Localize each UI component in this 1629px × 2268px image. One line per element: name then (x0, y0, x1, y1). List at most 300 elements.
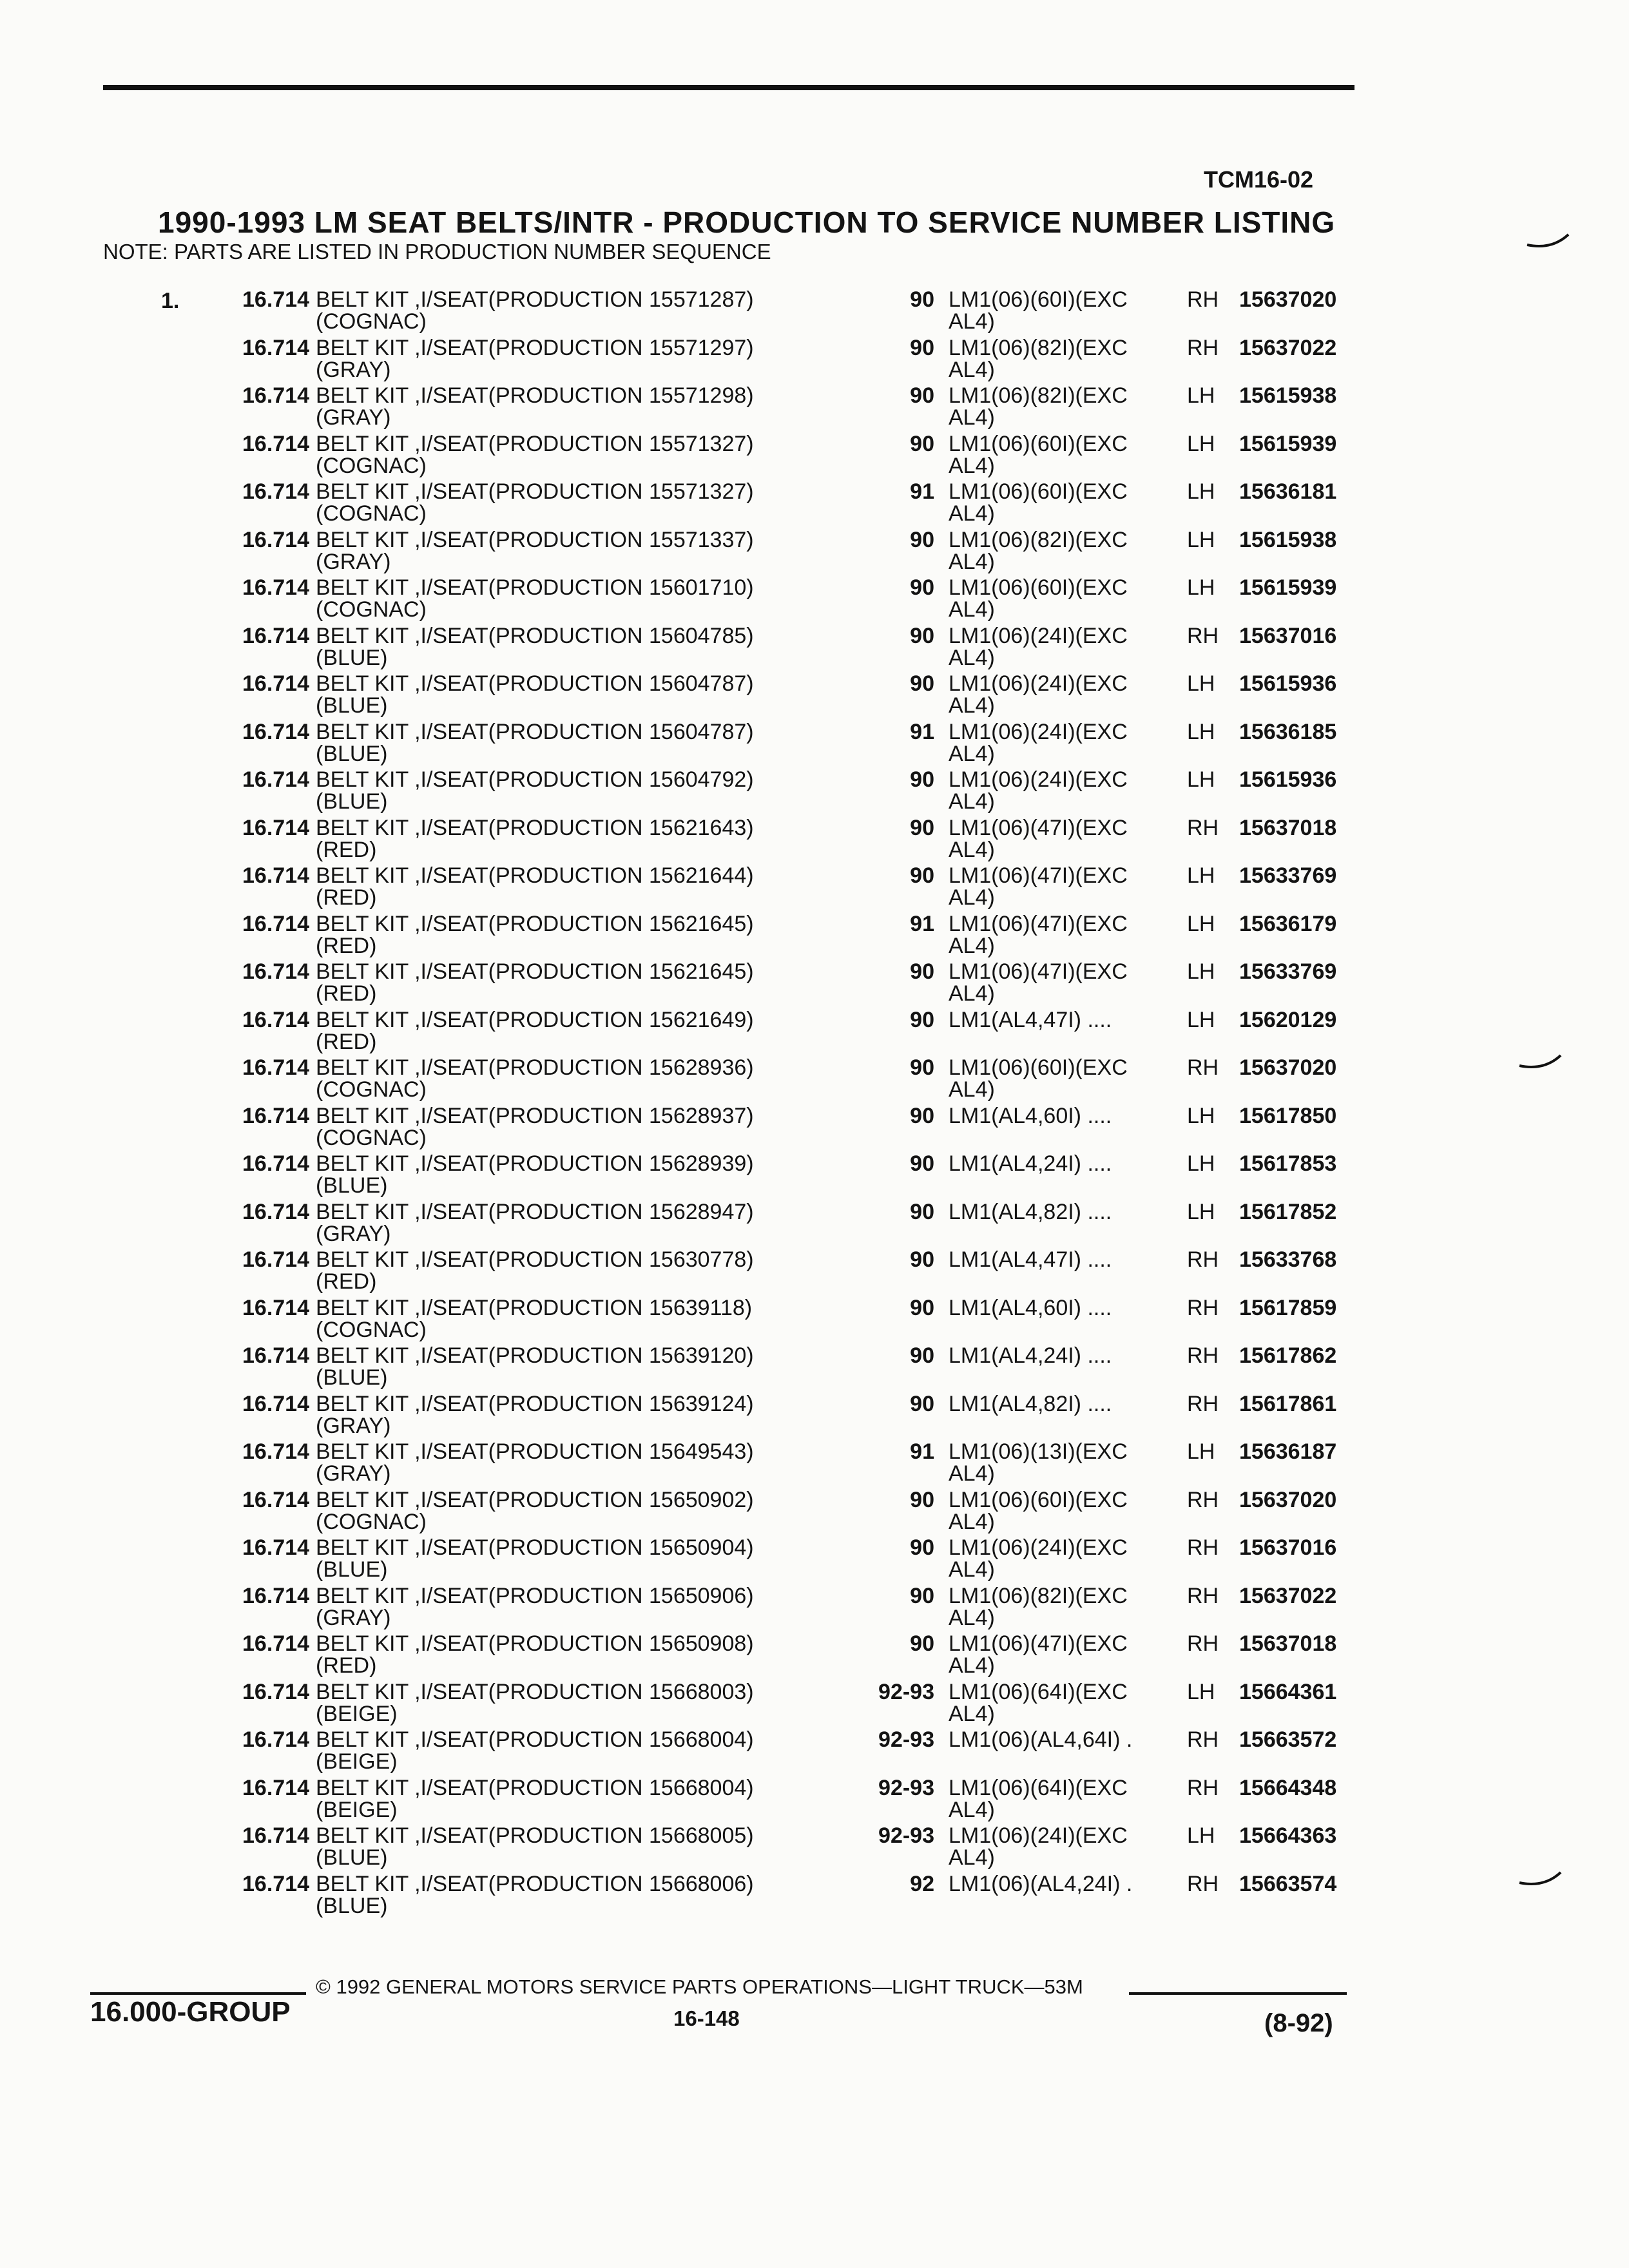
application-continued: AL4) (949, 309, 995, 334)
page-title: 1990-1993 LM SEAT BELTS/INTR - PRODUCTION TO SERVICE NUMBER LISTING (158, 206, 1336, 239)
side-code: LH (1187, 431, 1215, 456)
part-color: (RED) (316, 837, 377, 862)
part-color: (RED) (316, 933, 377, 958)
footer-date: (8-92) (1264, 2009, 1333, 2037)
model-year: 90 (910, 1343, 934, 1368)
service-number: 15663572 (1239, 1727, 1337, 1752)
model-year: 92-93 (878, 1823, 934, 1848)
section-number: 16.714 (242, 863, 309, 888)
part-description: BELT KIT ,I/SEAT(PRODUCTION 15650904) (316, 1535, 754, 1560)
part-color: (RED) (316, 981, 377, 1006)
service-number: 15636187 (1239, 1439, 1337, 1464)
part-description: BELT KIT ,I/SEAT(PRODUCTION 15630778) (316, 1247, 754, 1272)
list-item (0, 1584, 1629, 1632)
application: LM1(06)(82I)(EXC (949, 527, 1128, 552)
part-description: BELT KIT ,I/SEAT(PRODUCTION 15668006) (316, 1871, 754, 1896)
listing-note: NOTE: PARTS ARE LISTED IN PRODUCTION NUMBER SEQUENCE (103, 240, 771, 264)
list-item (0, 1488, 1629, 1536)
application: LM1(AL4,24I) .... (949, 1343, 1112, 1368)
side-code: LH (1187, 719, 1215, 744)
section-number: 16.714 (242, 1343, 309, 1368)
application-continued: AL4) (949, 1701, 995, 1726)
section-number: 16.714 (242, 1439, 309, 1464)
application-continued: AL4) (949, 1461, 995, 1486)
application-continued: AL4) (949, 597, 995, 622)
service-number: 15636181 (1239, 479, 1337, 504)
service-number: 15615938 (1239, 383, 1337, 408)
application: LM1(AL4,60I) .... (949, 1295, 1112, 1320)
part-description: BELT KIT ,I/SEAT(PRODUCTION 15639120) (316, 1343, 754, 1368)
part-description: BELT KIT ,I/SEAT(PRODUCTION 15571287) (316, 287, 754, 312)
list-item (0, 863, 1629, 912)
side-code: LH (1187, 575, 1215, 600)
part-color: (GRAY) (316, 549, 391, 574)
part-description: BELT KIT ,I/SEAT(PRODUCTION 15649543) (316, 1439, 754, 1464)
service-number: 15617852 (1239, 1199, 1337, 1224)
application: LM1(06)(24I)(EXC (949, 1535, 1128, 1560)
application: LM1(06)(60I)(EXC (949, 479, 1128, 504)
list-item (0, 383, 1629, 432)
model-year: 90 (910, 1391, 934, 1416)
application-continued: AL4) (949, 405, 995, 430)
application-continued: AL4) (949, 885, 995, 910)
application-continued: AL4) (949, 1077, 995, 1102)
model-year: 90 (910, 815, 934, 840)
part-description: BELT KIT ,I/SEAT(PRODUCTION 15571297) (316, 335, 754, 360)
side-code: LH (1187, 863, 1215, 888)
section-number: 16.714 (242, 671, 309, 696)
part-color: (BLUE) (316, 1845, 388, 1870)
side-code: LH (1187, 1679, 1215, 1704)
footer-copyright: © 1992 GENERAL MOTORS SERVICE PARTS OPERATIONS—LIGHT TRUCK—53M (316, 1975, 1083, 1998)
list-item (0, 1776, 1629, 1824)
part-color: (COGNAC) (316, 501, 427, 526)
section-number: 16.714 (242, 383, 309, 408)
service-number: 15664348 (1239, 1775, 1337, 1800)
list-item (0, 720, 1629, 768)
list-item (0, 1296, 1629, 1344)
application-continued: AL4) (949, 1797, 995, 1822)
section-number: 16.714 (242, 1823, 309, 1848)
side-code: RH (1187, 1343, 1219, 1368)
side-code: LH (1187, 479, 1215, 504)
footer-rule-right (1129, 1992, 1347, 1995)
list-item (0, 1727, 1629, 1776)
part-color: (COGNAC) (316, 1125, 427, 1150)
part-color: (GRAY) (316, 1221, 391, 1246)
part-color: (COGNAC) (316, 453, 427, 478)
service-number: 15617861 (1239, 1391, 1337, 1416)
part-description: BELT KIT ,I/SEAT(PRODUCTION 15628937) (316, 1103, 754, 1128)
part-color: (BLUE) (316, 1173, 388, 1198)
side-code: RH (1187, 1631, 1219, 1656)
section-number: 16.714 (242, 1247, 309, 1272)
part-color: (RED) (316, 885, 377, 910)
part-color: (BLUE) (316, 741, 388, 766)
part-description: BELT KIT ,I/SEAT(PRODUCTION 15621645) (316, 911, 754, 936)
application: LM1(06)(24I)(EXC (949, 719, 1128, 744)
section-number: 16.714 (242, 623, 309, 648)
application: LM1(AL4,82I) .... (949, 1391, 1112, 1416)
application: LM1(06)(60I)(EXC (949, 287, 1128, 312)
application: LM1(06)(24I)(EXC (949, 1823, 1128, 1848)
model-year: 90 (910, 1535, 934, 1560)
model-year: 90 (910, 623, 934, 648)
part-description: BELT KIT ,I/SEAT(PRODUCTION 15628939) (316, 1151, 754, 1176)
list-item (0, 1247, 1629, 1296)
model-year: 90 (910, 527, 934, 552)
side-code: RH (1187, 1055, 1219, 1080)
side-code: RH (1187, 1391, 1219, 1416)
part-color: (BEIGE) (316, 1749, 398, 1774)
part-color: (BEIGE) (316, 1701, 398, 1726)
side-code: RH (1187, 623, 1219, 648)
model-year: 91 (910, 911, 934, 936)
section-number: 16.714 (242, 1679, 309, 1704)
application: LM1(06)(60I)(EXC (949, 575, 1128, 600)
application: LM1(06)(64I)(EXC (949, 1679, 1128, 1704)
section-number: 16.714 (242, 959, 309, 984)
side-code: RH (1187, 1247, 1219, 1272)
list-item (0, 816, 1629, 864)
model-year: 90 (910, 959, 934, 984)
side-code: LH (1187, 383, 1215, 408)
part-color: (GRAY) (316, 1605, 391, 1630)
application: LM1(AL4,24I) .... (949, 1151, 1112, 1176)
service-number: 15637018 (1239, 815, 1337, 840)
section-number: 16.714 (242, 1295, 309, 1320)
application-continued: AL4) (949, 501, 995, 526)
part-color: (GRAY) (316, 1413, 391, 1438)
part-description: BELT KIT ,I/SEAT(PRODUCTION 15639124) (316, 1391, 754, 1416)
part-color: (GRAY) (316, 405, 391, 430)
service-number: 15617862 (1239, 1343, 1337, 1368)
model-year: 90 (910, 767, 934, 792)
service-number: 15617853 (1239, 1151, 1337, 1176)
part-description: BELT KIT ,I/SEAT(PRODUCTION 15604787) (316, 671, 754, 696)
list-item (0, 1055, 1629, 1104)
part-color: (COGNAC) (316, 597, 427, 622)
part-color: (COGNAC) (316, 309, 427, 334)
part-description: BELT KIT ,I/SEAT(PRODUCTION 15668003) (316, 1679, 754, 1704)
application-continued: AL4) (949, 837, 995, 862)
part-description: BELT KIT ,I/SEAT(PRODUCTION 15650906) (316, 1583, 754, 1608)
part-color: (BLUE) (316, 1365, 388, 1390)
model-year: 90 (910, 1295, 934, 1320)
document-code: TCM16-02 (1204, 166, 1314, 193)
side-code: LH (1187, 959, 1215, 984)
part-color: (BLUE) (316, 789, 388, 814)
application: LM1(06)(47I)(EXC (949, 1631, 1128, 1656)
part-color: (COGNAC) (316, 1077, 427, 1102)
part-description: BELT KIT ,I/SEAT(PRODUCTION 15621649) (316, 1007, 754, 1032)
list-item (0, 336, 1629, 384)
application: LM1(06)(60I)(EXC (949, 431, 1128, 456)
margin-mark-bottom (1518, 1869, 1563, 1894)
service-number: 15615939 (1239, 575, 1337, 600)
application-continued: AL4) (949, 933, 995, 958)
section-number: 16.714 (242, 1535, 309, 1560)
side-code: RH (1187, 1775, 1219, 1800)
application: LM1(AL4,82I) .... (949, 1199, 1112, 1224)
side-code: RH (1187, 1583, 1219, 1608)
model-year: 90 (910, 671, 934, 696)
part-description: BELT KIT ,I/SEAT(PRODUCTION 15604792) (316, 767, 754, 792)
service-number: 15637020 (1239, 287, 1337, 312)
model-year: 90 (910, 1487, 934, 1512)
side-code: LH (1187, 767, 1215, 792)
model-year: 90 (910, 575, 934, 600)
model-year: 92 (910, 1871, 934, 1896)
service-number: 15663574 (1239, 1871, 1337, 1896)
list-item (0, 1872, 1629, 1920)
application: LM1(06)(47I)(EXC (949, 815, 1128, 840)
side-code: LH (1187, 1103, 1215, 1128)
footer-rule-left (90, 1992, 306, 1995)
part-color: (RED) (316, 1269, 377, 1294)
section-number: 16.714 (242, 1583, 309, 1608)
side-code: RH (1187, 1871, 1219, 1896)
service-number: 15637016 (1239, 623, 1337, 648)
application-continued: AL4) (949, 549, 995, 574)
list-item (0, 1392, 1629, 1440)
section-number: 16.714 (242, 1775, 309, 1800)
margin-mark-middle (1518, 1052, 1563, 1077)
application: LM1(AL4,47I) .... (949, 1007, 1112, 1032)
model-year: 90 (910, 1007, 934, 1032)
list-item (0, 1008, 1629, 1056)
section-number: 16.714 (242, 815, 309, 840)
section-number: 16.714 (242, 479, 309, 504)
side-code: RH (1187, 1295, 1219, 1320)
application: LM1(AL4,60I) .... (949, 1103, 1112, 1128)
application: LM1(06)(60I)(EXC (949, 1487, 1128, 1512)
list-item (0, 624, 1629, 672)
service-number: 15637022 (1239, 1583, 1337, 1608)
application: LM1(06)(64I)(EXC (949, 1775, 1128, 1800)
part-description: BELT KIT ,I/SEAT(PRODUCTION 15650908) (316, 1631, 754, 1656)
service-number: 15664361 (1239, 1679, 1337, 1704)
service-number: 15637018 (1239, 1631, 1337, 1656)
margin-mark-top (1526, 231, 1571, 256)
list-item (0, 1439, 1629, 1488)
part-description: BELT KIT ,I/SEAT(PRODUCTION 15628936) (316, 1055, 754, 1080)
model-year: 90 (910, 1055, 934, 1080)
service-number: 15636185 (1239, 719, 1337, 744)
side-code: RH (1187, 1487, 1219, 1512)
application: LM1(AL4,47I) .... (949, 1247, 1112, 1272)
part-description: BELT KIT ,I/SEAT(PRODUCTION 15650902) (316, 1487, 754, 1512)
list-item (0, 912, 1629, 960)
part-description: BELT KIT ,I/SEAT(PRODUCTION 15601710) (316, 575, 754, 600)
service-number: 15636179 (1239, 911, 1337, 936)
list-item (0, 1535, 1629, 1584)
model-year: 91 (910, 719, 934, 744)
section-number: 16.714 (242, 719, 309, 744)
part-description: BELT KIT ,I/SEAT(PRODUCTION 15668004) (316, 1775, 754, 1800)
service-number: 15617859 (1239, 1295, 1337, 1320)
section-number: 16.714 (242, 767, 309, 792)
model-year: 90 (910, 431, 934, 456)
part-color: (COGNAC) (316, 1509, 427, 1534)
part-color: (RED) (316, 1653, 377, 1678)
part-description: BELT KIT ,I/SEAT(PRODUCTION 15668005) (316, 1823, 754, 1848)
section-number: 16.714 (242, 1103, 309, 1128)
model-year: 90 (910, 1103, 934, 1128)
model-year: 90 (910, 287, 934, 312)
part-description: BELT KIT ,I/SEAT(PRODUCTION 15621644) (316, 863, 754, 888)
list-item (0, 959, 1629, 1008)
service-number: 15637016 (1239, 1535, 1337, 1560)
part-description: BELT KIT ,I/SEAT(PRODUCTION 15621645) (316, 959, 754, 984)
list-item (0, 287, 1629, 336)
side-code: RH (1187, 1535, 1219, 1560)
application-continued: AL4) (949, 1509, 995, 1534)
side-code: LH (1187, 1823, 1215, 1848)
part-description: BELT KIT ,I/SEAT(PRODUCTION 15621643) (316, 815, 754, 840)
section-number: 16.714 (242, 527, 309, 552)
application-continued: AL4) (949, 693, 995, 718)
application: LM1(06)(47I)(EXC (949, 863, 1128, 888)
application: LM1(06)(60I)(EXC (949, 1055, 1128, 1080)
part-description: BELT KIT ,I/SEAT(PRODUCTION 15571337) (316, 527, 754, 552)
side-code: LH (1187, 1439, 1215, 1464)
list-item (0, 1631, 1629, 1680)
section-number: 16.714 (242, 431, 309, 456)
application-continued: AL4) (949, 1845, 995, 1870)
list-item (0, 575, 1629, 624)
service-number: 15637022 (1239, 335, 1337, 360)
list-item (0, 671, 1629, 720)
side-code: LH (1187, 527, 1215, 552)
service-number: 15617850 (1239, 1103, 1337, 1128)
application-continued: AL4) (949, 645, 995, 670)
list-item (0, 767, 1629, 816)
side-code: LH (1187, 1199, 1215, 1224)
footer-page-number: 16-148 (673, 2006, 740, 2030)
list-item (0, 1680, 1629, 1728)
side-code: RH (1187, 1727, 1219, 1752)
model-year: 90 (910, 1631, 934, 1656)
service-number: 15615939 (1239, 431, 1337, 456)
service-number: 15620129 (1239, 1007, 1337, 1032)
application-continued: AL4) (949, 789, 995, 814)
model-year: 91 (910, 479, 934, 504)
footer-group-label: 16.000-GROUP (90, 1996, 291, 2028)
part-description: BELT KIT ,I/SEAT(PRODUCTION 15604787) (316, 719, 754, 744)
list-item (0, 1200, 1629, 1248)
section-number: 16.714 (242, 575, 309, 600)
part-color: (GRAY) (316, 1461, 391, 1486)
application: LM1(06)(82I)(EXC (949, 383, 1128, 408)
section-number: 16.714 (242, 911, 309, 936)
service-number: 15633768 (1239, 1247, 1337, 1272)
model-year: 90 (910, 335, 934, 360)
application: LM1(06)(24I)(EXC (949, 623, 1128, 648)
model-year: 92-93 (878, 1679, 934, 1704)
application-continued: AL4) (949, 741, 995, 766)
model-year: 90 (910, 1247, 934, 1272)
list-item (0, 1104, 1629, 1152)
part-description: BELT KIT ,I/SEAT(PRODUCTION 15571298) (316, 383, 754, 408)
part-description: BELT KIT ,I/SEAT(PRODUCTION 15571327) (316, 479, 754, 504)
application: LM1(06)(82I)(EXC (949, 335, 1128, 360)
part-description: BELT KIT ,I/SEAT(PRODUCTION 15571327) (316, 431, 754, 456)
application: LM1(06)(13I)(EXC (949, 1439, 1128, 1464)
part-description: BELT KIT ,I/SEAT(PRODUCTION 15628947) (316, 1199, 754, 1224)
list-item (0, 432, 1629, 480)
item-number: 1. (161, 289, 180, 313)
part-color: (BLUE) (316, 693, 388, 718)
service-number: 15615938 (1239, 527, 1337, 552)
model-year: 90 (910, 1151, 934, 1176)
service-number: 15637020 (1239, 1487, 1337, 1512)
part-color: (BLUE) (316, 645, 388, 670)
application-continued: AL4) (949, 981, 995, 1006)
application: LM1(06)(82I)(EXC (949, 1583, 1128, 1608)
section-number: 16.714 (242, 287, 309, 312)
section-number: 16.714 (242, 1055, 309, 1080)
part-color: (COGNAC) (316, 1317, 427, 1342)
application: LM1(06)(47I)(EXC (949, 959, 1128, 984)
parts-list (0, 287, 1629, 1919)
application-continued: AL4) (949, 453, 995, 478)
side-code: LH (1187, 1151, 1215, 1176)
application-continued: AL4) (949, 1557, 995, 1582)
side-code: LH (1187, 911, 1215, 936)
part-description: BELT KIT ,I/SEAT(PRODUCTION 15668004) (316, 1727, 754, 1752)
section-number: 16.714 (242, 335, 309, 360)
part-color: (BLUE) (316, 1557, 388, 1582)
part-color: (BEIGE) (316, 1797, 398, 1822)
model-year: 90 (910, 863, 934, 888)
service-number: 15633769 (1239, 863, 1337, 888)
section-number: 16.714 (242, 1391, 309, 1416)
list-item (0, 528, 1629, 576)
list-item (0, 1343, 1629, 1392)
model-year: 90 (910, 383, 934, 408)
side-code: LH (1187, 1007, 1215, 1032)
model-year: 90 (910, 1199, 934, 1224)
service-number: 15664363 (1239, 1823, 1337, 1848)
model-year: 90 (910, 1583, 934, 1608)
service-number: 15637020 (1239, 1055, 1337, 1080)
section-number: 16.714 (242, 1727, 309, 1752)
side-code: LH (1187, 671, 1215, 696)
section-number: 16.714 (242, 1871, 309, 1896)
section-number: 16.714 (242, 1199, 309, 1224)
application: LM1(06)(AL4,64I) . (949, 1727, 1133, 1752)
model-year: 92-93 (878, 1775, 934, 1800)
section-number: 16.714 (242, 1151, 309, 1176)
application: LM1(06)(24I)(EXC (949, 671, 1128, 696)
list-item (0, 479, 1629, 528)
application-continued: AL4) (949, 1605, 995, 1630)
service-number: 15633769 (1239, 959, 1337, 984)
service-number: 15615936 (1239, 671, 1337, 696)
model-year: 92-93 (878, 1727, 934, 1752)
side-code: RH (1187, 335, 1219, 360)
application: LM1(06)(24I)(EXC (949, 767, 1128, 792)
part-color: (GRAY) (316, 357, 391, 382)
side-code: RH (1187, 815, 1219, 840)
application-continued: AL4) (949, 1653, 995, 1678)
application: LM1(06)(AL4,24I) . (949, 1871, 1133, 1896)
part-color: (BLUE) (316, 1893, 388, 1918)
application: LM1(06)(47I)(EXC (949, 911, 1128, 936)
top-rule (103, 85, 1354, 90)
side-code: RH (1187, 287, 1219, 312)
